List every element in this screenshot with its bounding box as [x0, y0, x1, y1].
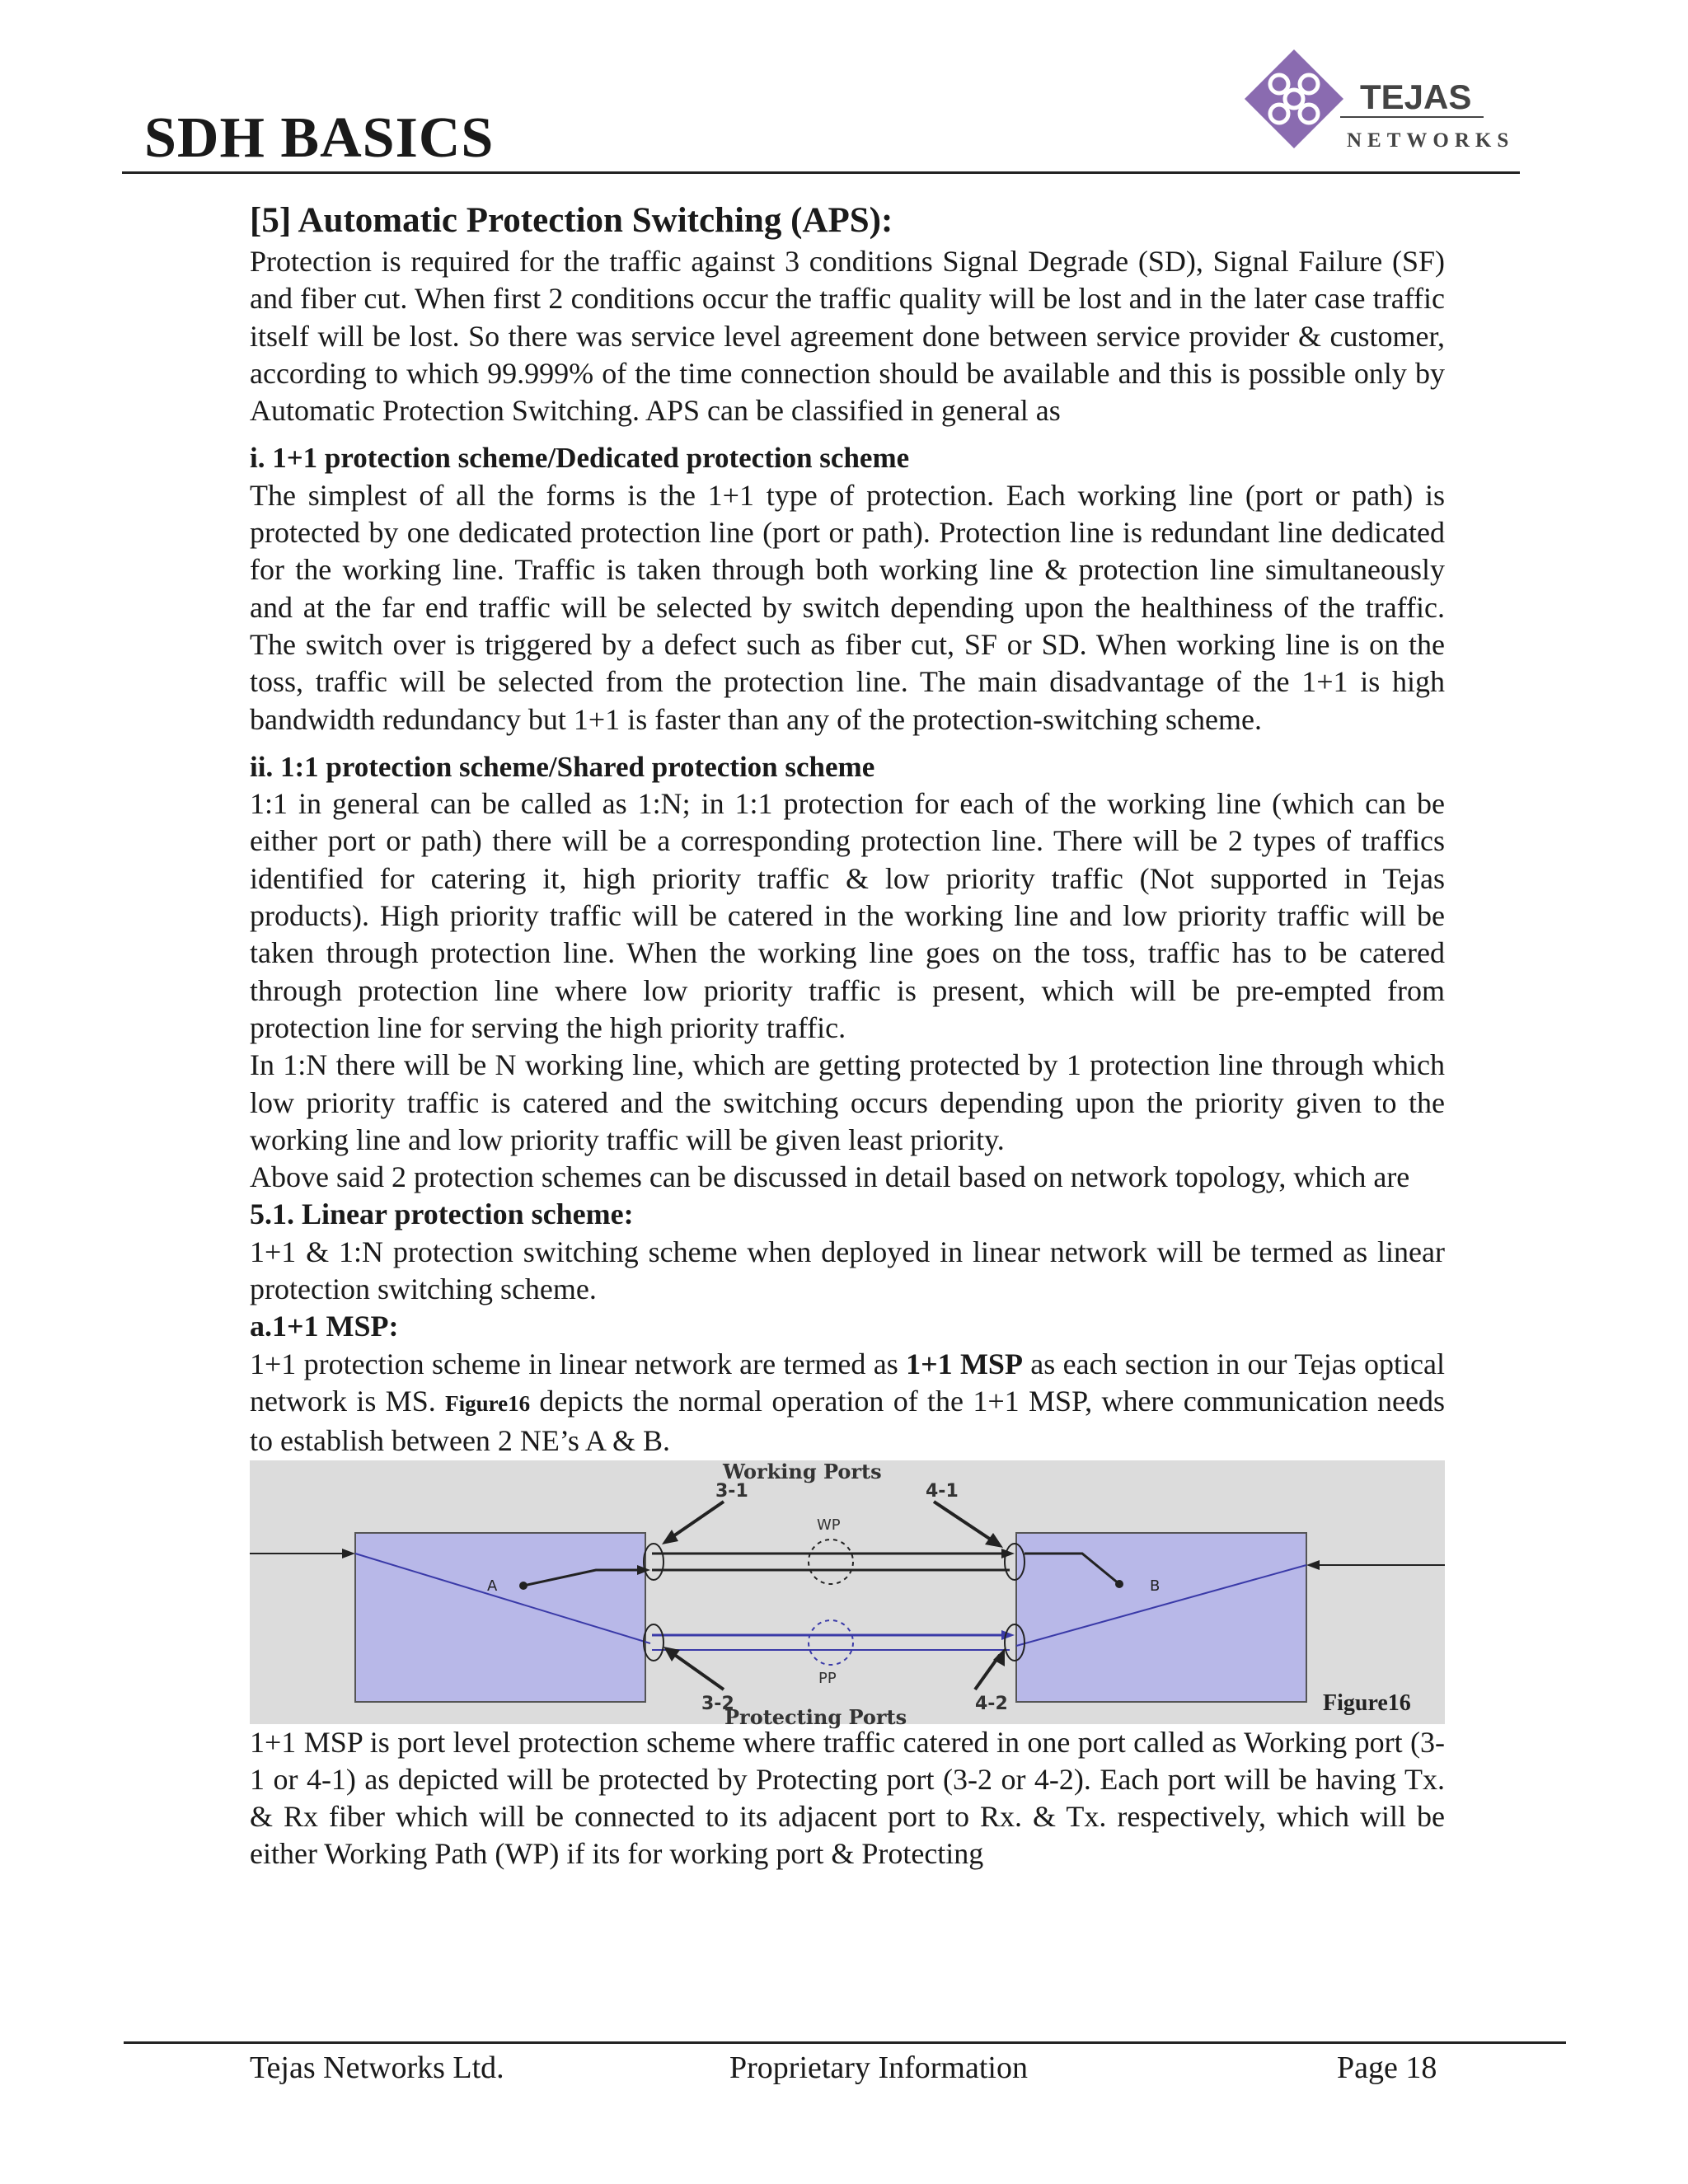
label-4-1: 4-1	[926, 1480, 959, 1502]
section-title-aps: [5] Automatic Protection Switching (APS):	[250, 201, 893, 240]
after-figure-paragraph: 1+1 MSP is port level protection scheme where traffic catered in one port called as Working port (3-1 or 4-1) as depicted will be protected by Protecting port (3-2 or 4-2). Each port will be having Tx. & Rx fiber which will be connected to its adjacent port to Rx. & Tx. respectively, which will be either Working Path (WP) if its for working port & Protecting	[250, 1725, 1445, 1871]
label-a: A	[487, 1577, 498, 1595]
logo-sub: NETWORKS	[1347, 129, 1515, 152]
label-protecting-ports: Protecting Ports	[724, 1704, 907, 1729]
document-title: SDH BASICS	[144, 106, 495, 170]
footer-page-number: Page 18	[1337, 2050, 1437, 2085]
msp-text-b: as each section in our Tejas optical network is MS.	[250, 1347, 1445, 1418]
subsection-1to1-text3: Above said 2 protection schemes can be discussed in detail based on network topology, which are	[250, 1160, 1410, 1194]
label-3-2: 3-2	[701, 1693, 734, 1714]
msp-text-c: depicts the normal operation of the 1+1 MSP, where communication needs to establish between 2 NE’s A & B.	[250, 1384, 1446, 1458]
figure-16	[250, 1459, 1445, 1729]
footer-company: Tejas Networks Ltd.	[250, 2050, 504, 2085]
msp-paragraph	[250, 1346, 1445, 1460]
msp-figure-ref: Figure16	[445, 1390, 531, 1416]
footer-divider	[124, 2041, 1566, 2044]
intro-paragraph: Protection is required for the traffic against 3 conditions Signal Degrade (SD), Signal Failure (SF) and fiber cut. When first 2 conditions occur the traffic quality will be lost and in the later case traffic itself will be lost. So there was service level agreement done between service provider & customer, according to which 99.999% of the time connection should be available and this is possible only by Automatic Protection Switching. APS can be classified in general as	[250, 245, 1445, 428]
label-wp: WP	[817, 1516, 841, 1534]
figure-caption: Figure16	[1323, 1690, 1411, 1716]
page-body	[250, 194, 1445, 1873]
footer-info: Proprietary Information	[729, 2050, 1028, 2085]
msp-diagram	[250, 1459, 1445, 1729]
label-pp: PP	[818, 1669, 837, 1687]
logo-name: TEJAS	[1360, 77, 1472, 116]
msp-title: a.1+1 MSP:	[250, 1310, 399, 1343]
section-51-title: 5.1. Linear protection scheme:	[250, 1197, 634, 1231]
subsection-1plus1-text: The simplest of all the forms is the 1+1 type of protection. Each working line (port or path) is protected by one dedicated protection line (port or path). Protection line is redundant line dedicated for the working line. Traffic is taken through both working line & protection line simultaneously and at the far end traffic will be selected by switch depending upon the healthiness of the traffic. The switch over is triggered by a defect such as fiber cut, SF or SD. When working line is on the toss, traffic will be selected from the protection line. The main disadvantage of the 1+1 is high bandwidth redundancy but 1+1 is faster than any of the protection-switching scheme.	[250, 478, 1445, 736]
label-3-1: 3-1	[715, 1480, 748, 1502]
label-working-ports: Working Ports	[723, 1459, 882, 1483]
header-divider	[122, 171, 1520, 174]
label-b: B	[1150, 1577, 1160, 1595]
label-4-2: 4-2	[975, 1693, 1008, 1714]
subsection-1to1-text2: In 1:N there will be N working line, which are getting protected by 1 protection line through which low priority traffic is catered and the switching occurs depending upon the priority given to the working line and low priority traffic will be given least priority.	[250, 1048, 1445, 1156]
subsection-1plus1-title: i. 1+1 protection scheme/Dedicated protection scheme	[250, 442, 910, 475]
msp-text-a: 1+1 protection scheme in linear network are termed as	[250, 1347, 907, 1380]
subsection-1to1-text1: 1:1 in general can be called as 1:N; in 1:1 protection for each of the working line (which can be either port or path) there will be a corresponding protection line. There will be 2 types of traffics identified for catering it, high priority traffic & low priority traffic (Not supported in Tejas products). High priority traffic will be catered in the working line and low priority traffic will be taken through protection line. When the working line goes on the toss, traffic has to be catered through protection line where low priority traffic is present, which will be pre-empted from protection line for serving the high priority traffic.	[250, 787, 1445, 1044]
node-a-box	[355, 1533, 645, 1702]
section-51-text: 1+1 & 1:N protection switching scheme when deployed in linear network will be termed as linear protection switching scheme.	[250, 1235, 1445, 1306]
msp-bold: 1+1 MSP	[906, 1347, 1023, 1380]
logo-diamond-icon	[1245, 49, 1343, 148]
subsection-1to1-title: ii. 1:1 protection scheme/Shared protection scheme	[250, 750, 875, 783]
tejas-logo	[1236, 46, 1515, 158]
node-b-box	[1016, 1533, 1306, 1702]
